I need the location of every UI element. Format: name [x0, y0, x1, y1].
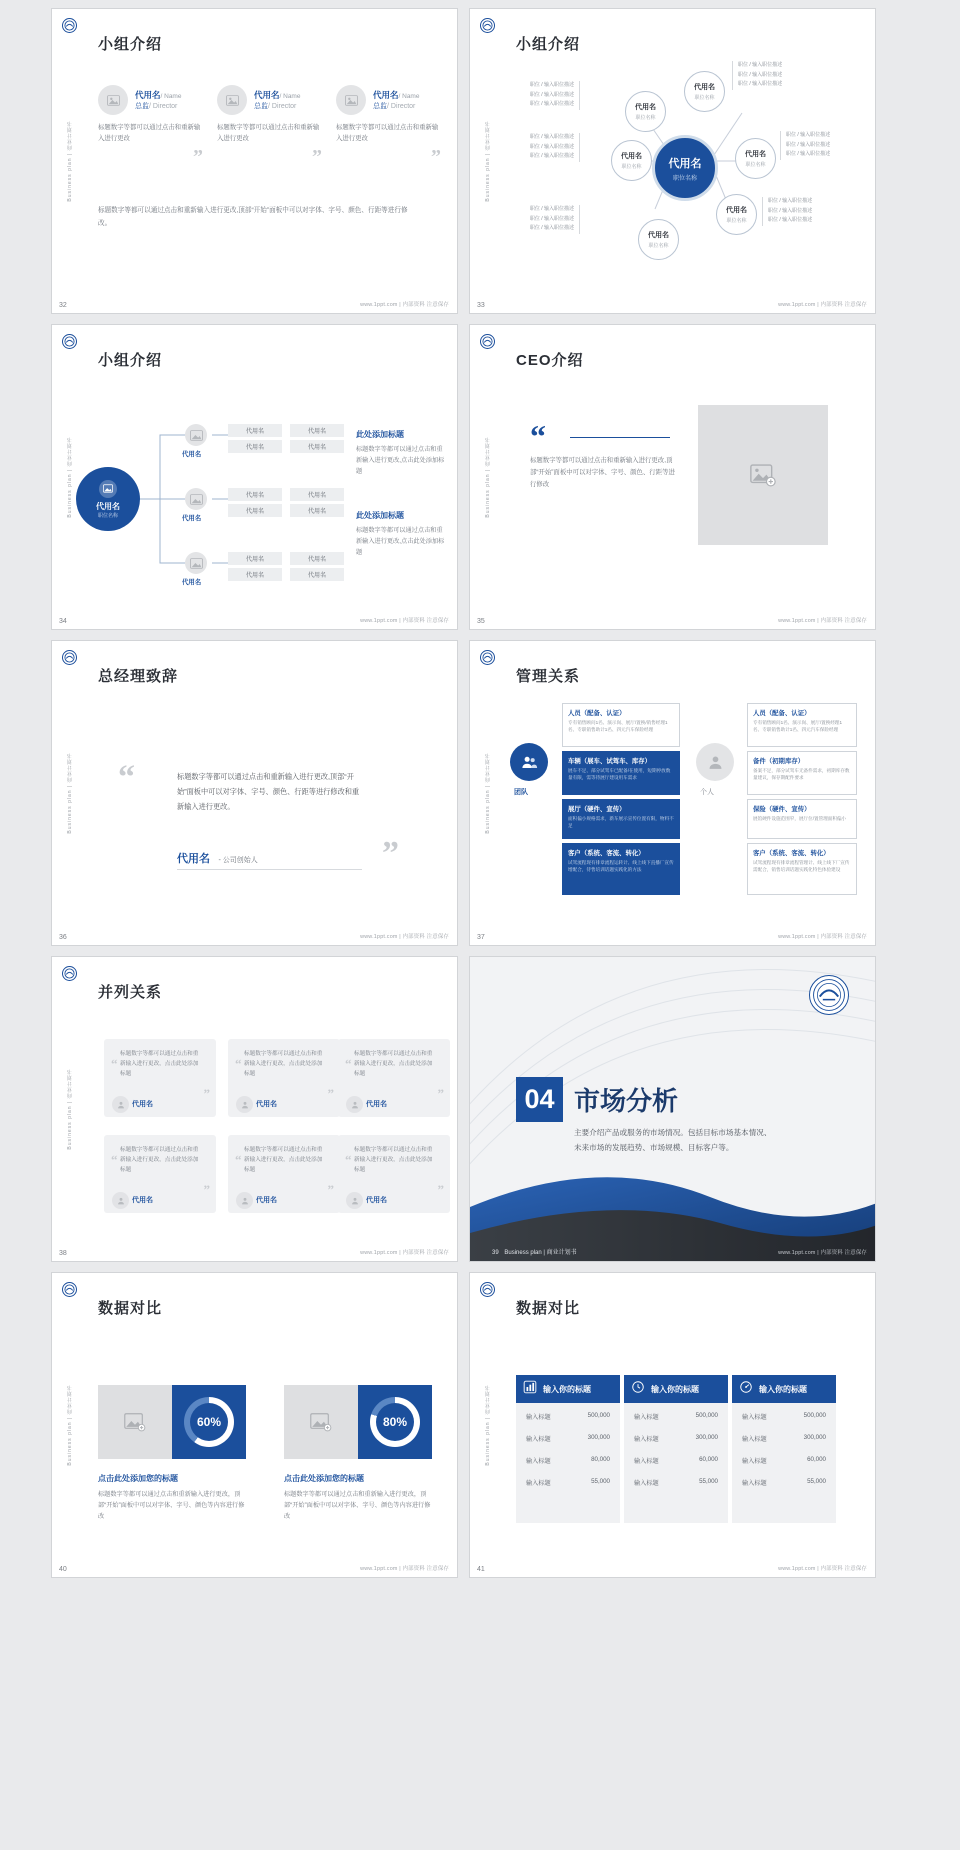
row-label: 输入标题 — [742, 1458, 767, 1465]
parallel-card[interactable] — [228, 1039, 340, 1117]
slide-36[interactable] — [51, 640, 458, 946]
table-row — [624, 1421, 728, 1443]
slide-32[interactable] — [51, 8, 458, 314]
member-card[interactable] — [217, 85, 322, 168]
row-value: 55,000 — [699, 1478, 718, 1485]
card-heading: 客户（系统、客流、转化） — [568, 850, 645, 857]
mgmt-card[interactable] — [747, 751, 857, 795]
node-name: 代用名 — [635, 104, 656, 111]
table-row — [516, 1465, 620, 1487]
brand-logo-icon — [480, 334, 495, 349]
member-role-en: / Director — [387, 103, 416, 110]
tree-chip[interactable]: 代用名 — [290, 424, 344, 437]
page-number: 37 — [477, 934, 485, 941]
mgmt-card[interactable] — [747, 843, 857, 895]
card-body: 专有销售顾问1名、演示岗、展厅/置换经理1名、专职销售助计1名、四元汽车保险经理 — [753, 720, 843, 733]
donut-chart — [358, 1385, 432, 1459]
leaf-line: 职位 / 输入职位描述 — [529, 215, 574, 222]
org-node[interactable] — [611, 140, 652, 181]
table-row — [624, 1403, 728, 1421]
member-name-en: / Name — [160, 93, 182, 100]
slide-33[interactable] — [469, 8, 876, 314]
branch-label: 代用名 — [182, 579, 202, 586]
member-header — [98, 85, 203, 115]
slide-37[interactable] — [469, 640, 876, 946]
member-body: 标题数字等都可以通过点击和重新输入进行更改 — [217, 124, 320, 143]
mgmt-card[interactable] — [747, 799, 857, 839]
brand-logo-icon — [62, 18, 77, 33]
quote-close-icon: ” — [203, 1182, 210, 1197]
card-heading: 人员（配备、认证） — [568, 710, 626, 717]
card-body: 面积偏小规格需求，新车展示宣传位置有限，物料不足 — [568, 816, 674, 829]
leaf-line: 职位 / 输入职位描述 — [529, 225, 574, 231]
divider — [570, 437, 670, 438]
donut-value: 80% — [376, 1403, 414, 1441]
vertical-label: Business plan | 商业计划书 — [485, 1384, 491, 1466]
node-name: 代用名 — [621, 153, 642, 160]
slide-35[interactable] — [469, 324, 876, 630]
quote-close-icon: ” — [327, 1086, 334, 1101]
node-name: 代用名 — [648, 232, 669, 239]
leaf-line: 职位 / 输入职位描述 — [768, 207, 813, 214]
member-body: 标题数字等都可以通过点击和重新输入进行更改 — [336, 124, 439, 143]
quote-icon: ” — [431, 146, 441, 168]
tree-chip[interactable]: 代用名 — [290, 488, 344, 501]
parallel-card[interactable] — [104, 1135, 216, 1213]
avatar — [112, 1192, 129, 1209]
quote-close-icon: ” — [437, 1086, 444, 1101]
node-name: 代用名 — [726, 207, 747, 214]
member-name: 代用名/ Name — [373, 90, 420, 100]
image-placeholder[interactable] — [284, 1385, 358, 1459]
row-label: 输入标题 — [526, 1458, 551, 1465]
org-node-center[interactable] — [652, 135, 718, 201]
vertical-label: Business plan | 商业计划书 — [485, 120, 491, 202]
avatar — [346, 1192, 363, 1209]
row-value: 55,000 — [807, 1478, 826, 1485]
brand-logo-icon — [62, 650, 77, 665]
org-node[interactable] — [684, 71, 725, 112]
note-body: 标题数字等都可以通过点击和重新输入进行更改,点击此处添加标题 — [356, 446, 445, 475]
mgmt-card[interactable] — [562, 799, 680, 839]
person-icon — [696, 743, 734, 781]
node-name: 代用名 — [745, 151, 766, 158]
avatar — [236, 1096, 253, 1113]
member-name-en: / Name — [398, 93, 420, 100]
quote-icon: “ — [530, 418, 546, 454]
row-label: 输入标题 — [526, 1436, 551, 1443]
footer-text: www.1ppt.com | 内部资料 注意保存 — [778, 1250, 867, 1256]
footer-text: www.1ppt.com | 内部资料 注意保存 — [360, 618, 449, 624]
member-role: 总监/ Director — [135, 103, 178, 110]
avatar-placeholder-icon — [336, 85, 366, 115]
card-text: 标题数字等都可以通过点击和重新输入进行更改，点击此处添加标题 — [244, 1147, 323, 1174]
node-sub: 职位名称 — [648, 243, 669, 249]
table-row — [732, 1421, 836, 1443]
slide-note: 标题数字等都可以通过点击和重新输入进行更改,顶部“开始”面板中可以对字体、字号、颜色、行距等进行修改。 — [98, 207, 408, 227]
page-number: 36 — [59, 934, 67, 941]
leaf-line: 职位 / 输入职位描述 — [786, 141, 831, 148]
mgmt-card[interactable] — [562, 703, 680, 747]
donut-ring — [184, 1397, 234, 1447]
footer-text: www.1ppt.com | 内部资料 注意保存 — [778, 1566, 867, 1572]
table-header — [732, 1375, 836, 1403]
leaf-line: 职位 / 输入职位描述 — [529, 91, 574, 98]
footer-text: www.1ppt.com | 内部资料 注意保存 — [778, 618, 867, 624]
table-row — [732, 1403, 836, 1421]
card-text: 标题数字等都可以通过点击和重新输入进行更改，点击此处添加标题 — [244, 1051, 323, 1078]
column-header: 输入你的标题 — [759, 1384, 807, 1394]
row-value: 60,000 — [807, 1456, 826, 1463]
section-description: 主要介绍产品或服务的市场情况。包括目标市场基本情况、未来市场的发展趋势、市场规模、目标客户等。 — [574, 1128, 772, 1153]
mgmt-card[interactable] — [562, 751, 680, 795]
leaf-line: 职位 / 输入职位描述 — [529, 143, 574, 150]
leaf-line: 职位 / 输入职位描述 — [529, 82, 574, 88]
section-title: 市场分析 — [574, 1086, 679, 1116]
table-body — [624, 1403, 728, 1523]
signature-name: 代用名 — [177, 853, 210, 865]
person-label: 个人 — [700, 789, 714, 796]
branch-avatar-icon — [185, 488, 207, 510]
card-heading: 展厅（硬件、宣传） — [568, 806, 626, 813]
card-name: 代用名 — [366, 1197, 387, 1204]
avatar — [112, 1096, 129, 1113]
card-body: 试驾流程现有排章流程管理计、线上线下厂宣传需配合，销售培训话题实践化特色体验建设 — [753, 860, 850, 873]
brand-logo-icon — [62, 1282, 77, 1297]
leaf-list — [732, 61, 812, 90]
page-title: 数据对比 — [98, 1300, 163, 1317]
chart-icon — [523, 1380, 537, 1399]
clock-icon — [631, 1380, 645, 1399]
member-role-en: / Director — [149, 103, 178, 110]
team-icon — [510, 743, 548, 781]
leaf-list — [510, 81, 580, 110]
footer-text: www.1ppt.com | 内部资料 注意保存 — [360, 1566, 449, 1572]
table-row — [732, 1443, 836, 1465]
page-title: 管理关系 — [516, 668, 581, 685]
row-value: 500,000 — [587, 1412, 610, 1419]
page-number: 40 — [59, 1566, 67, 1573]
footer-label: Business plan | 商业计划书 — [504, 1250, 577, 1256]
card-text: 标题数字等都可以通过点击和重新输入进行更改，点击此处添加标题 — [120, 1051, 199, 1078]
mgmt-card[interactable] — [562, 843, 680, 895]
brand-logo-icon — [62, 966, 77, 981]
footer-text: www.1ppt.com | 内部资料 注意保存 — [360, 934, 449, 940]
quote-open-icon: “ — [118, 759, 135, 796]
donut-ring — [370, 1397, 420, 1447]
avatar — [346, 1096, 363, 1113]
card-body: 备案不足，部分试驾车无备件需求，初期库存数量建议，保存期配件要求 — [753, 768, 850, 781]
row-label: 输入标题 — [742, 1414, 767, 1421]
quote-open-icon: “ — [235, 1056, 242, 1071]
avatar-placeholder-icon — [98, 85, 128, 115]
page-number: 33 — [477, 302, 485, 309]
card-body: 展馆硬件设施范围窄，展厅位/置管理面积偏小 — [753, 816, 847, 821]
donut-value: 60% — [190, 1403, 228, 1441]
leaf-list — [506, 205, 580, 234]
quote-close-icon: ” — [203, 1086, 210, 1101]
row-label: 输入标题 — [526, 1480, 551, 1487]
card-text: 标题数字等都可以通过点击和重新输入进行更改，点击此处添加标题 — [354, 1051, 433, 1078]
row-value: 300,000 — [803, 1434, 826, 1441]
vertical-label: Business plan | 商业计划书 — [67, 1384, 73, 1466]
page-number: 34 — [59, 618, 67, 625]
slide-41[interactable] — [469, 1272, 876, 1578]
table-row — [624, 1465, 728, 1487]
card-body: 专有销售顾问1名、演示岗、展厅/置换/销售经理1名、专职销售助计1名、四元汽车保险经理 — [568, 720, 668, 733]
row-label: 输入标题 — [526, 1414, 551, 1421]
page-number: 35 — [477, 618, 485, 625]
member-card[interactable] — [336, 85, 441, 168]
table-body — [516, 1403, 620, 1523]
tree-chip[interactable]: 代用名 — [228, 504, 282, 517]
tree-root-node[interactable] — [76, 467, 140, 531]
quote-icon: ” — [193, 146, 203, 168]
card-heading: 车辆（展车、试驾车、库存） — [568, 758, 652, 765]
table-row — [516, 1443, 620, 1465]
note-body: 标题数字等都可以通过点击和重新输入进行更改,点击此处添加标题 — [356, 527, 445, 556]
card-heading: 备件（初期库存） — [753, 758, 805, 765]
card-body: 展车不足、部分试驾车已配备/在使用，短期停放数量有限，需等待展厅建设用车需求 — [568, 768, 671, 781]
card-heading: 客户（系统、客流、转化） — [753, 850, 830, 857]
vertical-label: Business plan | 商业计划书 — [67, 436, 73, 518]
vertical-label: Business plan | 商业计划书 — [67, 1068, 73, 1150]
tree-chip[interactable]: 代用名 — [290, 552, 344, 565]
member-name: 代用名/ Name — [135, 90, 182, 100]
org-node[interactable] — [638, 219, 679, 260]
note-heading: 此处添加标题 — [356, 511, 404, 520]
item-heading: 点击此处添加您的标题 — [284, 1474, 364, 1483]
member-name-en: / Name — [279, 93, 301, 100]
parallel-card[interactable] — [338, 1135, 450, 1213]
leaf-line: 职位 / 输入职位描述 — [786, 151, 831, 157]
slide-38[interactable] — [51, 956, 458, 1262]
seal-logo-icon — [809, 975, 849, 1015]
leaf-line: 职位 / 输入职位描述 — [529, 101, 574, 107]
footer-text: www.1ppt.com | 内部资料 注意保存 — [360, 302, 449, 308]
table-header — [624, 1375, 728, 1403]
leaf-line: 职位 / 输入职位描述 — [529, 134, 574, 140]
card-heading: 人员（配备、认证） — [753, 710, 811, 717]
card-text: 标题数字等都可以通过点击和重新输入进行更改，点击此处添加标题 — [354, 1147, 433, 1174]
node-sub: 职位名称 — [745, 162, 766, 168]
root-name: 代用名 — [96, 501, 120, 511]
page-number: 38 — [59, 1250, 67, 1257]
page-title: 数据对比 — [516, 1300, 581, 1317]
row-value: 500,000 — [803, 1412, 826, 1419]
item-body: 标题数字等都可以通过点击和重新输入进行更改，顶部“开始”面板中可以对字体、字号、颜色等内容进行修改 — [98, 1491, 245, 1521]
node-sub: 职位名称 — [726, 218, 747, 224]
org-node[interactable] — [625, 91, 666, 132]
row-label: 输入标题 — [742, 1436, 767, 1443]
member-card[interactable] — [98, 85, 203, 168]
card-body: 试驾流程现有排章流程运转计、线上线下直播厂宣传增配合，待售培训话题实践化的方法 — [568, 860, 674, 873]
leaf-list — [780, 131, 860, 160]
page-title: 小组介绍 — [98, 352, 163, 369]
node-sub: 职位名称 — [694, 95, 715, 101]
mgmt-card[interactable] — [747, 703, 857, 747]
org-node[interactable] — [716, 194, 757, 235]
member-name: 代用名/ Name — [254, 90, 301, 100]
card-heading: 保险（硬件、宣传） — [753, 806, 811, 813]
page-number: 32 — [59, 302, 67, 309]
card-text: 标题数字等都可以通过点击和重新输入进行更改，点击此处添加标题 — [120, 1147, 199, 1174]
node-name: 代用名 — [694, 84, 715, 91]
page-number: 39 — [492, 1250, 499, 1256]
page-title: CEO介绍 — [516, 352, 584, 369]
avatar-placeholder-icon — [217, 85, 247, 115]
card-name: 代用名 — [132, 1197, 153, 1204]
table-row — [624, 1443, 728, 1465]
branch-label: 代用名 — [182, 451, 202, 458]
tree-chip[interactable]: 代用名 — [290, 504, 344, 517]
team-label: 团队 — [514, 789, 528, 796]
card-name: 代用名 — [256, 1197, 277, 1204]
footer-text: www.1ppt.com | 内部资料 注意保存 — [360, 1250, 449, 1256]
table-row — [732, 1465, 836, 1487]
leaf-line: 职位 / 输入职位描述 — [529, 153, 574, 159]
column-header: 输入你的标题 — [543, 1384, 591, 1394]
column-header: 输入你的标题 — [651, 1384, 699, 1394]
leaf-line: 职位 / 输入职位描述 — [786, 132, 831, 138]
page-number: 41 — [477, 1566, 485, 1573]
quote-open-icon: “ — [235, 1152, 242, 1167]
slide-40[interactable] — [51, 1272, 458, 1578]
donut-chart — [172, 1385, 246, 1459]
parallel-card[interactable] — [338, 1039, 450, 1117]
table-row — [516, 1421, 620, 1443]
tree-chip[interactable]: 代用名 — [228, 424, 282, 437]
card-name: 代用名 — [256, 1101, 277, 1108]
avatar — [236, 1192, 253, 1209]
card-name: 代用名 — [366, 1101, 387, 1108]
member-role: 总监/ Director — [254, 103, 297, 110]
quote-close-icon: ” — [437, 1182, 444, 1197]
leaf-line: 职位 / 输入职位描述 — [768, 198, 813, 204]
page-title: 小组介绍 — [98, 36, 163, 53]
quote-open-icon: “ — [111, 1152, 118, 1167]
item-body: 标题数字等都可以通过点击和重新输入进行更改，顶部“开始”面板中可以对字体、字号、颜色等内容进行修改 — [284, 1491, 431, 1521]
signature — [177, 849, 258, 867]
vertical-label: Business plan | 商业计划书 — [485, 752, 491, 834]
row-value: 55,000 — [591, 1478, 610, 1485]
parallel-card[interactable] — [104, 1039, 216, 1117]
node-sub: 职位名称 — [672, 175, 697, 182]
leaf-line: 职位 / 输入职位描述 — [768, 217, 813, 223]
node-sub: 职位名称 — [621, 164, 642, 170]
slide-39[interactable] — [469, 956, 876, 1262]
image-placeholder-icon — [99, 480, 117, 498]
tree-chip[interactable]: 代用名 — [228, 488, 282, 501]
leaf-line: 职位 / 输入职位描述 — [529, 206, 574, 212]
org-node[interactable] — [735, 138, 776, 179]
section-number: 04 — [516, 1077, 563, 1122]
row-label: 输入标题 — [634, 1458, 659, 1465]
quote-open-icon: “ — [345, 1152, 352, 1167]
page-title: 总经理致辞 — [98, 668, 179, 685]
vertical-label: Business plan | 商业计划书 — [485, 436, 491, 518]
divider — [177, 869, 362, 870]
page-title: 并列关系 — [98, 984, 163, 1001]
footer-text: www.1ppt.com | 内部资料 注意保存 — [778, 934, 867, 940]
quote-icon: ” — [312, 146, 322, 168]
signature-role: - 公司创始人 — [218, 857, 258, 864]
tree-chip[interactable]: 代用名 — [228, 568, 282, 581]
branch-avatar-icon — [185, 552, 207, 574]
tree-chip[interactable]: 代用名 — [290, 568, 344, 581]
gauge-icon — [739, 1380, 753, 1399]
node-sub: 职位名称 — [635, 115, 656, 121]
item-heading: 点击此处添加您的标题 — [98, 1474, 178, 1483]
tree-chip[interactable]: 代用名 — [290, 440, 344, 453]
branch-label: 代用名 — [182, 515, 202, 522]
leaf-line: 职位 / 输入职位描述 — [738, 81, 783, 87]
leaf-line: 职位 / 输入职位描述 — [738, 71, 783, 78]
quote-close-icon: ” — [382, 835, 399, 872]
table-body — [732, 1403, 836, 1523]
speech-body: 标题数字等都可以通过点击和重新输入进行更改,顶部“开始”面板中可以对字体、字号、颜色、行距等进行修改和重新输入进行更改。 — [177, 772, 360, 812]
tree-chip[interactable]: 代用名 — [228, 440, 282, 453]
quote-close-icon: ” — [327, 1182, 334, 1197]
footer-text: www.1ppt.com | 内部资料 注意保存 — [778, 302, 867, 308]
row-value: 300,000 — [695, 1434, 718, 1441]
table-row — [516, 1403, 620, 1421]
brand-logo-icon — [480, 1282, 495, 1297]
row-label: 输入标题 — [634, 1436, 659, 1443]
row-label: 输入标题 — [634, 1414, 659, 1421]
member-header — [336, 85, 441, 115]
page-title: 小组介绍 — [516, 36, 581, 53]
row-value: 300,000 — [587, 1434, 610, 1441]
row-label: 输入标题 — [634, 1480, 659, 1487]
quote-open-icon: “ — [345, 1056, 352, 1071]
image-placeholder[interactable] — [698, 405, 828, 545]
leaf-list — [498, 133, 580, 162]
member-role: 总监/ Director — [373, 103, 416, 110]
card-name: 代用名 — [132, 1101, 153, 1108]
leaf-line: 职位 / 输入职位描述 — [738, 62, 783, 68]
branch-avatar-icon — [185, 424, 207, 446]
row-value: 500,000 — [695, 1412, 718, 1419]
image-placeholder[interactable] — [98, 1385, 172, 1459]
slide-34[interactable] — [51, 324, 458, 630]
ceo-body-text: 标题数字等都可以通过点击和重新输入进行更改,顶部“开始”面板中可以对字体、字号、颜色、行距等进行修改 — [530, 457, 675, 489]
vertical-label: Business plan | 商业计划书 — [67, 120, 73, 202]
quote-open-icon: “ — [111, 1056, 118, 1071]
member-body: 标题数字等都可以通过点击和重新输入进行更改 — [98, 124, 201, 143]
tree-chip[interactable]: 代用名 — [228, 552, 282, 565]
leaf-list — [762, 197, 842, 226]
node-name: 代用名 — [668, 157, 702, 170]
row-value: 80,000 — [591, 1456, 610, 1463]
row-label: 输入标题 — [742, 1480, 767, 1487]
member-role-en: / Director — [268, 103, 297, 110]
vertical-label: Business plan | 商业计划书 — [67, 752, 73, 834]
table-header — [516, 1375, 620, 1403]
note-heading: 此处添加标题 — [356, 430, 404, 439]
root-sub: 职位名称 — [97, 512, 118, 519]
parallel-card[interactable] — [228, 1135, 340, 1213]
member-header — [217, 85, 322, 115]
row-value: 60,000 — [699, 1456, 718, 1463]
cover-footer-label — [492, 1247, 577, 1256]
brand-logo-icon — [480, 650, 495, 665]
